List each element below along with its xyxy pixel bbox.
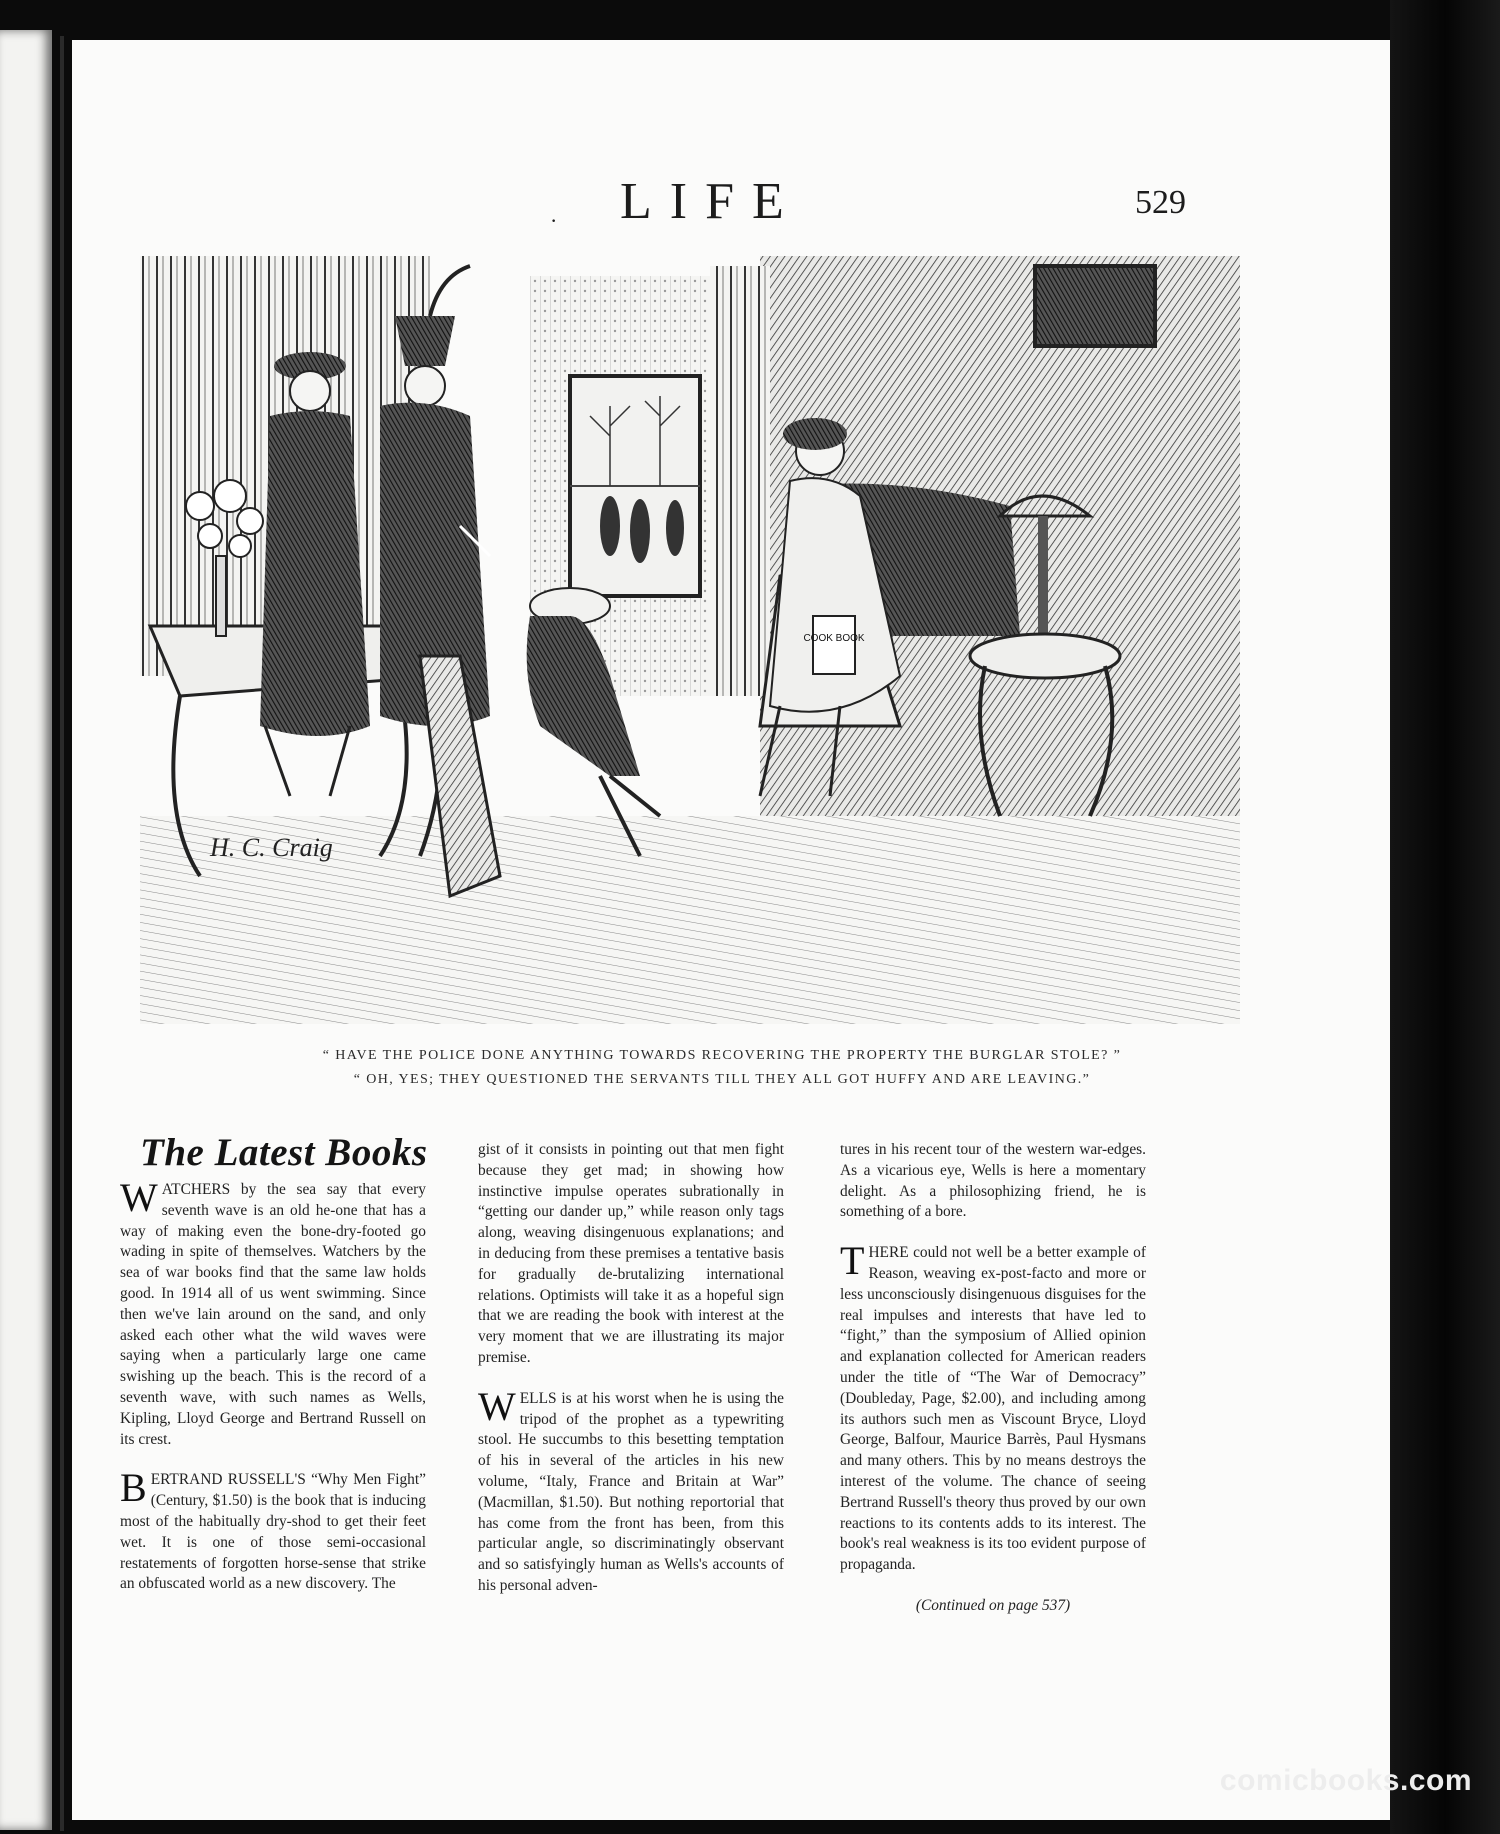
paragraph-tours [840,1140,1146,1223]
paragraph-russell [120,1465,426,1595]
header-dot-left: · [550,208,558,233]
curtain-right [710,266,770,696]
paragraph-watchers [120,1175,426,1450]
paragraph-text: ERTRAND RUSSELL'S “Why Men Fight” (Century, $1.50) is the book that is inducing most of the habitually dry-shod to get their feet wet. It is one of those semi-occasional restatements of forgotten horse-sense that strike an obfuscated world as a new discovery. The [120,1471,426,1593]
magazine-page [72,40,1390,1820]
cartoon-illustration [140,256,1240,1024]
artist-signature: H. C. Craig [210,833,333,862]
continued-note: (Continued on page 537) [915,1596,1071,1614]
paragraph-gist [478,1140,784,1369]
wall-picture [1035,266,1155,346]
caption-line-1: “ HAVE THE POLICE DONE ANYTHING TOWARDS RECOVERING THE PROPERTY THE BURGLAR STOLE? ” [322,1048,1122,1063]
column-3 [840,1140,1146,1617]
cartoon-caption [172,1044,1272,1092]
paragraph-there [840,1238,1146,1576]
paragraph-wells [478,1383,784,1597]
page-number: 529 [1135,184,1186,221]
column-1 [120,1175,426,1615]
dropcap: B [120,1465,147,1511]
caption-line-2: “ OH, YES; THEY QUESTIONED THE SERVANTS TILL THEY ALL GOT HUFFY AND ARE LEAVING.” [353,1072,1091,1087]
dropcap: W [120,1175,158,1220]
svg-text:COOK BOOK: COOK BOOK [803,633,865,644]
paragraph-text: ATCHERS by the sea say that every seventh wave is an old he-one that has a way of making even the bone-dry-footed go wading in spite of themselves. Watchers by the sea of war books find that the same law holds good. In 1914 all of us went swimming. Since then we've lain around on the sand, and only asked each other what the wild waves were saying when a particularly large one came swishing up the beach. This is the record of a seventh wave, with such names as Wells, Kipling, Lloyd George and Bertrand Russell on its crest. [120,1181,426,1448]
page-gutter-line [60,36,64,1831]
paragraph-text: tures in his recent tour of the western war-edges. As a vicarious eye, Wells is here a momentary delight. As a philosophizing friend, he is something of a bore. [840,1141,1146,1221]
site-watermark: comicbooks.com [1219,1764,1472,1797]
paragraph-text: gist of it consists in pointing out that men fight because they get mad; in showing how instinctive impulse operates subrationally in “getting our dander up,” while reason only tags along, weaving disingenuous explanations; and in deducing from these premises a tentative basis for gradually de-brutalizing international relations. Optimists will take it as a hopeful sign that we are reading the book with interest at the very moment that we are illustrating its major premise. [478,1141,784,1366]
scan-border [1390,0,1500,1834]
magazine-title: LIFE [620,173,802,230]
facing-page-edge [0,30,52,1830]
cook-book [813,616,855,674]
paragraph-text: ELLS is at his worst when he is using the tripod of the prophet as a typewriting stool. He succumbs to this besetting temptation of his in several of the articles in his new volume, “Italy, France and Britain at War” (Macmillan, $1.50). But nothing reportorial that has come from the front has been, from this particular angle, so discriminatingly observant and so satisfyingly human as Wells's accounts of his personal adven- [478,1389,784,1594]
column-2 [478,1140,784,1617]
flower-vase [216,556,226,636]
article-title: The Latest Books [140,1131,428,1174]
dropcap: T [840,1238,865,1284]
paragraph-text: HERE could not well be a better example of Reason, weaving ex-post-facto and more or less unconsciously disingenuous disguises for the real impulses and interests that have led to “fight,” than the symposium of Allied opinion and explanation collected for American readers under the title of “The War of Democracy” (Doubleday, Page, $2.00), and including among its authors such men as Viscount Bryce, Lloyd George, Balfour, Maurice Barrès, Paul Hysmans and many others. This by no means destroys the interest of the volume. The chance of seeing Bertrand Russell's theory thus proved by our own reactions to its contents adds to its interest. The book's real weakness is its too evident purpose of propaganda. [840,1244,1146,1574]
dropcap: W [478,1383,516,1429]
